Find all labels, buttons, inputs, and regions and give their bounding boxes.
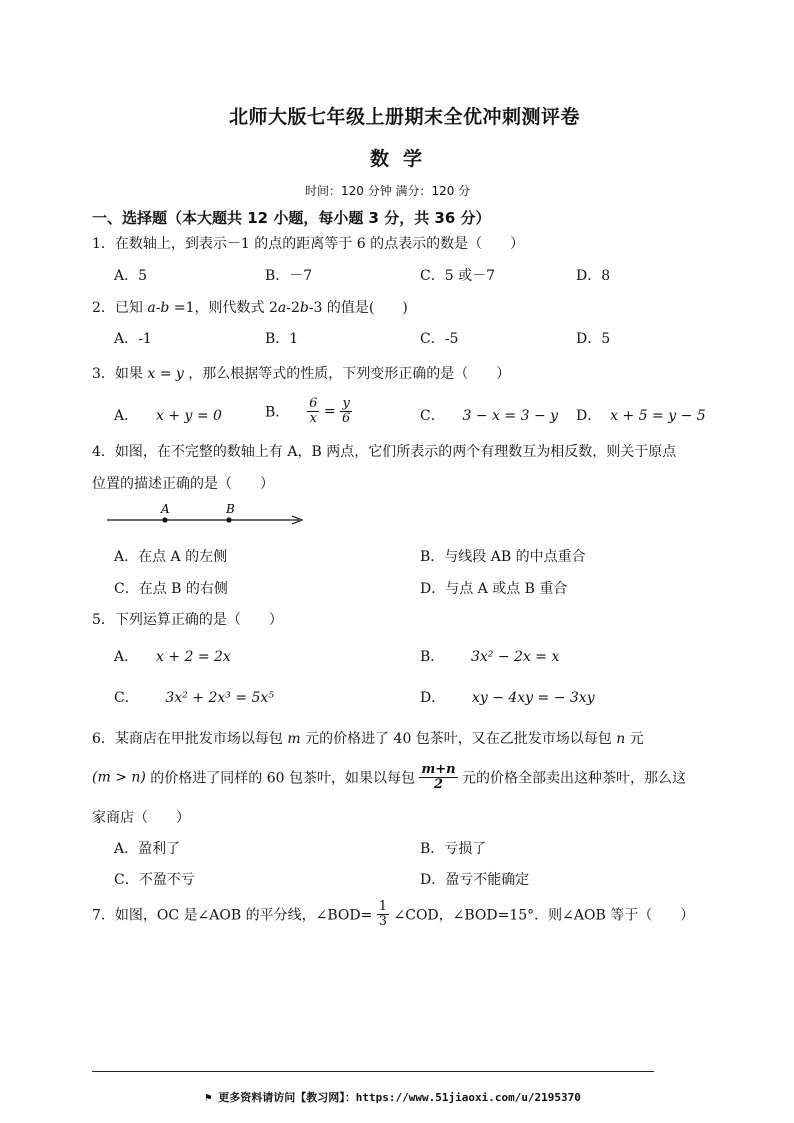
number-line-figure: [105, 500, 310, 530]
q6-option-b: B．亏损了: [420, 841, 487, 857]
question-4-line1: 4．如图，在不完整的数轴上有 A，B 两点，它们所表示的两个有理数互为相反数，则关于原点: [92, 444, 677, 460]
point-b-label: B: [226, 502, 235, 516]
q1-option-c: C．5 或－7: [420, 268, 495, 284]
point-b-dot: [226, 517, 231, 522]
q3-option-d: D． x + 5 = y − 5: [576, 408, 706, 424]
question-5: 5．下列运算正确的是（ ）: [92, 612, 283, 628]
question-1: 1．在数轴上，到表示－1 的点的距离等于 6 的点表示的数是（ ）: [92, 236, 525, 252]
q5-option-c: C． 3x² + 2x³ = 5x⁵: [114, 690, 274, 706]
subject-title: 数学: [370, 148, 437, 170]
q3-option-a: A． x + y = 0: [114, 408, 222, 424]
q4-option-c: C．在点 B 的右侧: [114, 581, 228, 597]
section-title: 一、选择题（本大题共 12 小题，每小题 3 分，共 36 分）: [92, 209, 491, 227]
q1-option-b: B．－7: [265, 268, 313, 284]
q2-option-b: B．1: [265, 331, 299, 347]
q5-option-b: B． 3x² − 2x = x: [420, 649, 560, 665]
question-6-line1: 6．某商店在甲批发市场以每包 m 元的价格进了 40 包茶叶，又在乙批发市场以每包 n 元: [92, 731, 644, 747]
footer-divider: [92, 1071, 654, 1072]
q3-option-b: B． $\frac{6}{x}$ = $\frac{y}{6}$: [265, 396, 351, 426]
q4-option-b: B．与线段 AB 的中点重合: [420, 549, 586, 565]
footer-link[interactable]: ⚑ 更多资料请访问【教习网】：https://www.51jiaoxi.com/u/2195370: [205, 1091, 581, 1104]
q1-option-a: A．5: [114, 268, 148, 284]
q6-option-a: A．盈利了: [114, 841, 181, 857]
flag-icon: ⚑: [205, 1091, 212, 1104]
question-7: 7．如图，OC 是∠AOB 的平分线，∠BOD= $\frac{1}{3}$ ∠COD，∠BOD=15°．则∠AOB 等于（ ）: [92, 899, 695, 929]
question-6-line2: (m > n) 的价格进了同样的 60 包茶叶，如果以每包 $\frac{m+n}{2}$ 元的价格全部卖出这种茶叶，那么这: [92, 762, 687, 792]
q5-option-d: D． xy − 4xy = − 3xy: [420, 690, 595, 706]
question-3: 3．如果 x = y ，那么根据等式的性质，下列变形正确的是（ ）: [92, 366, 511, 382]
q4-option-a: A．在点 A 的左侧: [114, 549, 228, 565]
exam-title: 北师大版七年级上册期末全优冲刺测评卷: [229, 106, 581, 128]
q6-option-c: C．不盈不亏: [114, 872, 195, 888]
q1-option-d: D．8: [576, 268, 611, 284]
exam-meta: 时间：120 分钟 满分：120 分: [305, 184, 471, 198]
q5-option-a: A． x + 2 = 2x: [114, 649, 231, 665]
question-2: 2．已知 a-b =1，则代数式 2a-2b-3 的值是( ): [92, 300, 408, 316]
point-a-dot: [162, 517, 167, 522]
point-a-label: A: [161, 502, 170, 516]
question-6-line3: 家商店（ ）: [92, 810, 190, 826]
q2-option-d: D．5: [576, 331, 611, 347]
question-4-line2: 位置的描述正确的是（ ）: [92, 476, 274, 492]
q4-option-d: D．与点 A 或点 B 重合: [420, 581, 568, 597]
q2-option-c: C．-5: [420, 331, 459, 347]
q3-option-c: C． 3 − x = 3 − y: [420, 408, 559, 424]
q6-option-d: D．盈亏不能确定: [420, 872, 530, 888]
q2-option-a: A．-1: [114, 331, 152, 347]
